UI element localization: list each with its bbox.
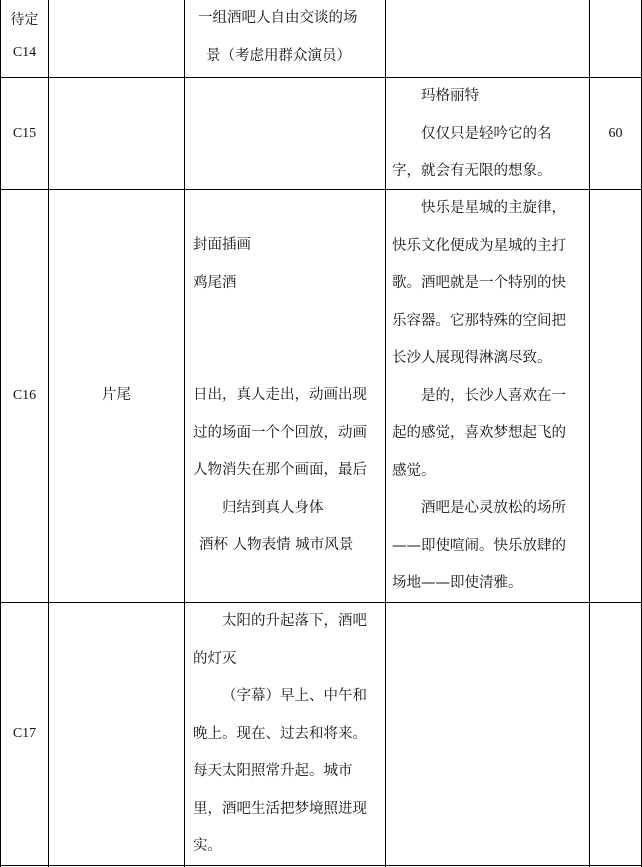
scene-id-c15: C15 [12, 126, 37, 141]
scene-id-c16: C16 [12, 388, 37, 403]
narration-c15 [392, 78, 589, 191]
description-spacer [193, 302, 385, 340]
scene-content-c16: 片尾 [102, 387, 131, 403]
description-line: 晚上。现在、过去和将来。 [193, 725, 367, 742]
narration-line: 字，就会有无限的想象。 [392, 163, 552, 179]
description-line: 每天太阳照常升起。城市 [193, 763, 353, 779]
narration-line: 快乐文化便成为星城的主打 [392, 237, 566, 254]
narration-line: 歌。酒吧就是一个特别的快 [392, 275, 566, 291]
column-divider [48, 0, 49, 867]
description-line: 人物消失在那个画面，最后 [193, 462, 367, 478]
narration-line: 快乐是星城的主旋律， [421, 200, 566, 216]
description-line: 景（考虑用群众演员） [206, 47, 351, 64]
description-line: 归结到真人身体 [222, 499, 324, 516]
description-line: 实。 [193, 838, 222, 854]
narration-line: 是的，长沙人喜欢在一 [421, 387, 566, 404]
narration-line: 乐容器。它那特殊的空间把 [392, 312, 566, 329]
description-line: 一组酒吧人自由交谈的场 [198, 10, 358, 26]
narration-line: 仅仅只是轻吟它的名 [421, 125, 552, 142]
description-line: 太阳的升起落下，酒吧 [222, 613, 367, 629]
column-divider [385, 0, 386, 867]
scene-id-line: C14 [12, 44, 37, 60]
description-line: 日出，真人走出，动画出现 [193, 387, 367, 403]
narration-c16 [392, 190, 589, 603]
column-divider [184, 0, 185, 867]
scene-id-c17: C17 [12, 726, 37, 741]
description-line: 里，酒吧生活把梦境照进现 [193, 800, 367, 817]
description-line: 鸡尾酒 [193, 274, 237, 291]
narration-line: 起的感觉，喜欢梦想起飞的 [392, 425, 566, 441]
description-spacer [193, 340, 385, 378]
narration-line: 长沙人展现得淋漓尽致。 [392, 350, 552, 366]
description-line: （字幕）早上、中午和 [222, 688, 367, 704]
description-line: 封面插画 [193, 237, 251, 253]
narration-line: 感觉。 [392, 462, 436, 479]
scene-description-c14 [198, 0, 384, 75]
narration-line: 玛格丽特 [421, 88, 479, 104]
duration-c15: 60 [608, 126, 623, 141]
narration-line: 场地——即使清雅。 [392, 575, 523, 591]
scene-description-c17 [193, 603, 385, 866]
scene-id-c14 [1, 2, 48, 71]
scene-id-line: 待定 [10, 13, 39, 28]
scene-description-c16 [193, 227, 385, 565]
narration-line: 酒吧是心灵放松的场所 [421, 500, 566, 516]
description-line: 的灯灭 [193, 650, 237, 667]
description-line: 酒杯 人物表情 城市风景 [199, 537, 354, 553]
narration-line: ——即使喧闹。快乐放肆的 [392, 537, 566, 554]
description-line: 过的场面一个个回放，动画 [193, 424, 367, 441]
